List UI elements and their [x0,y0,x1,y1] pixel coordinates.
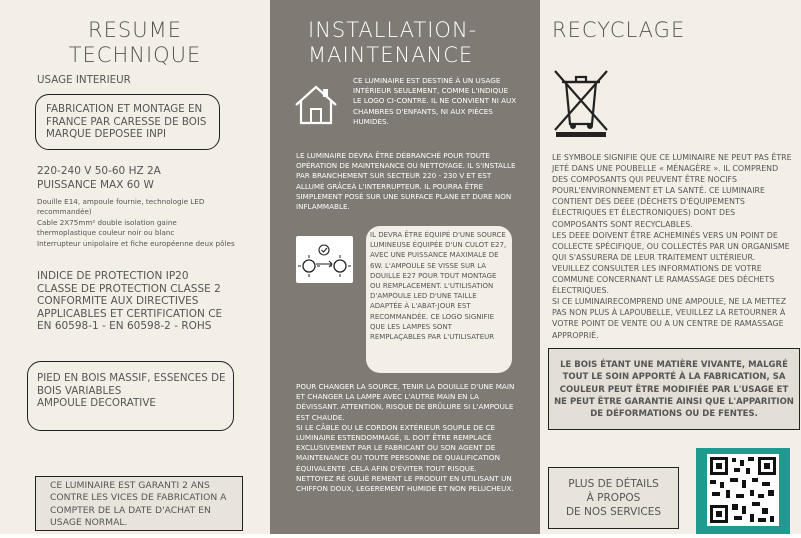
bulb-info-text: IL DEVRA ÊTRE ÉQUIPÉ D'UNE SOURCE LUMINEUSE ÉQUIPÉE D'UN CULOT E27, AVEC UNE PUISSANCE MAXIMALE DE 6W. L'AMPOULE SE VISSE SUR LA DOUILLE E27 POUR TOUT MONTAGE OU REMPLACEMENT. L'UTILISATION D'AMPOULE LED D'UNE TAILLE ADAPTÉE À L'ABAT-JOUR EST RECOMMANDÉE. CE LOGO SIGNIFIE QUE LES LAMPES SONT REMPLAÇABLES PAR L'UTILISATEUR [370,231,507,342]
recycling-text: LE SYMBOLE SIGNIFIE QUE CE LUMINAIRE NE PEUT PAS ÊTRE JETÉ DANS UNE POUBELLE « MÉNAGÈRE ». IL COMPREND DES COMPOSANTS QUI PEUVENT ÊTRE NOCIFS POURL'ENVIRONNEMENT ET LA SANTÉ. CE LUMINAIRE CONTIENT DES DEEE (DÉCHETS D'ÉQUIPEMENTS ÉLECTRIQUES ET ÉLECTRONIQUES) DONT DES COMPOSANTS SONT RECYCLABLES. LES DEEE DOIVENT ÊTRE ACHEMINÉS VERS UN POINT DE COLLECTE SPÉCIFIQUE, OU COLLECTÉS PAR UN ORGANISME QUI S'ASSURERA DE LEUR TRAITEMENT ULTÉRIEUR. VEUILLEZ CONSULTER LES INFORMATIONS DE VOTRE COMMUNE CONCERNANT LE RAMASSAGE DES DÉCHETS ÉLECTRIQUES. SI CE LUMINAIRECOMPREND UNE AMPOULE, NE LA METTEZ PAS NON PLUS À LAPOUBELLE, VEUILLEZ LA RETOURNER À VOTRE POINT DE VENTE OU A UN CENTRE DE RAMASSAGE APPROPRIÉ. [552,153,792,340]
installation-title: INSTALLATION- MAINTENANCE [308,18,478,67]
crossed-bin-icon [552,68,610,138]
guarantee-box [35,476,243,531]
wood-notice-box [548,348,800,430]
voltage-text: 220-240 V 50-60 HZ 2A [37,165,161,177]
wood-notice-text: LE BOIS ÉTANT UNE MATIÈRE VIVANTE, MALGRÉ TOUT LE SOIN APPORTÉ À LA FABRICATION, SA COULEUR PEUT ÊTRE MODIFIÉE PAR L'USAGE ET NE PEUT ÊTRE GARANTIE AINSI QUE L'APPARITION DE DÉFORMATIONS OU DE FENTES. [554,360,794,420]
bulb-info-box [366,226,512,373]
house-icon [292,83,340,127]
materials-box [27,361,234,431]
change-lamp-text: POUR CHANGER LA SOURCE, TENIR LA DOUILLE D'UNE MAIN ET CHANGER LA LAMPE AVEC L'AUTRE MAIN EN LA DÉVISSANT. ATTENTION, RISQUE DE BRÛLURE SI L'AMPOULE EST CHAUDE. SI LE CÂBLE OU LE CORDON EXTÉRIEUR SOUPLE DE CE LUMINAIRE ESTENDOMMAGÉ, IL DOIT ÊTRE REMPLACÉ EXCLUSIVEMENT PAR LE FABRICANT OU SON AGENT DE MAINTENANCE OU TOUTE PERSONNE DE QUALIFICATION ÉQUIVALENTE ,CELA AFIN D'ÉVITER TOUT RISQUE. NETTOYEZ RÉ GULIÈ REMENT LE PRODUIT EN UTILISANT UN CHIFFON DOUX, LEGEREMENT HUMIDE ET NON PELUCHEUX. [296,382,515,494]
qr-code[interactable] [696,448,790,534]
installation-maintenance-column [270,0,540,534]
materials-text: PIED EN BOIS MASSIF, ESSENCES DE BOIS VARIABLES AMPOULE DECORATIVE [37,372,226,409]
technical-summary-column [0,0,270,534]
maintenance-text: LE LUMINAIRE DEVRA ÊTRE DÉBRANCHÉ POUR TOUTE OPÉRATION DE MAINTENANCE OU NETTOYAGE. IL S'INSTALLE PAR BRANCHEMENT SUR SECTEUR 220 - 230 V ET EST ALLUMÉ GRÂCEÀ L'INTERRUPTEUR. IL POURRA ÊTRE SIMPLEMENT POSÉ SUR UNE SURFACE PLANE ET DURE NON INFLAMMABLE. [296,151,516,212]
services-box[interactable] [548,467,679,529]
qr-code-icon [696,448,790,534]
fabrication-box [35,94,220,150]
replaceable-lamp-icon [296,236,353,283]
recycling-title: RECYCLAGE [552,18,686,42]
indoor-text: CE LUMINAIRE EST DESTINÉ À UN USAGE INTÉRIEUR SEULEMENT, COMME L'INDIQUE LE LOGO CI-CONTRE. IL NE CONVIENT NI AUX CHAMBRES D'ENFANTS, NI AUX PIÈCES HUMIDES. [353,76,517,126]
fabrication-text: FABRICATION ET MONTAGE EN FRANCE PAR CARESSE DE BOIS MARQUE DEPOSEE INPI [46,103,207,140]
recycling-column [540,0,801,534]
power-text: PUISSANCE MAX 60 W [37,179,154,191]
specs-text: Douille E14, ampoule fournie, technologie LED recommandée) Cable 2X75mm² double isolation gaine thermoplastique couleur noir ou blanc Interrupteur unipolaire et fiche européenne deux pôles [37,197,235,248]
services-link-text[interactable]: PLUS DE DÉTAILS À PROPOS DE NOS SERVICES [565,478,662,518]
guarantee-text: CE LUMINAIRE EST GARANTI 2 ANS CONTRE LES VICES DE FABRICATION A COMPTER DE LA DATE D'ACHAT EN USAGE NORMAL. [50,480,227,528]
usage-text: USAGE INTERIEUR [37,74,131,86]
replaceable-lamp-logo [296,236,353,283]
technical-summary-title: RESUME TECHNIQUE [68,18,202,67]
protection-text: INDICE DE PROTECTION IP20 CLASSE DE PROTECTION CLASSE 2 CONFORMITE AUX DIRECTIVES APPLICABLES ET CERTIFICATION CE EN 60598-1 - EN 60598-2 - ROHS [37,270,223,333]
